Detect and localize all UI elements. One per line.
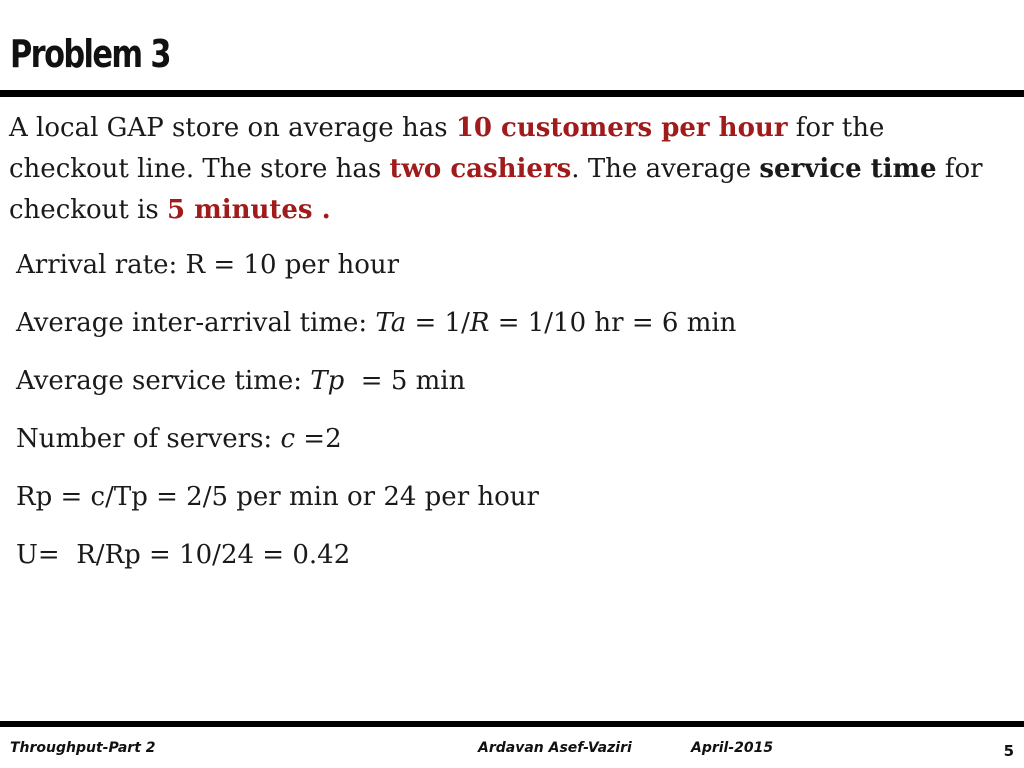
service-time-line: [16, 361, 736, 419]
calculation-list: [16, 245, 736, 593]
footer-course: Throughput-Part 2: [10, 740, 156, 756]
page-number: 5: [1003, 742, 1014, 760]
highlight-arrival: 10 customers per hour: [455, 113, 788, 143]
bold-service-time: service time: [759, 154, 937, 184]
interarrival-eq-1: = 1/: [406, 308, 470, 338]
highlight-cashiers: two cashiers: [389, 154, 572, 184]
service-eq: = 5 min: [344, 366, 466, 396]
rp-line: Rp = c/Tp = 2/5 per min or 24 per hour: [16, 482, 539, 512]
slide-title: Problem 3: [10, 32, 170, 76]
servers-line: [16, 419, 736, 477]
statement-text-1: A local GAP store on average has: [9, 113, 456, 143]
r-variable: R: [469, 308, 490, 338]
tp-variable: Tp: [310, 366, 345, 396]
statement-text-3: . The average: [571, 154, 760, 184]
c-variable: c: [280, 424, 296, 454]
footer-author: Ardavan Asef-Vaziri: [478, 740, 632, 756]
ta-variable: Ta: [375, 308, 407, 338]
arrival-rate-line: Arrival rate: R = 10 per hour: [16, 250, 400, 280]
statement-text-2: for the checkout line. The store has: [9, 113, 885, 184]
interarrival-label: Average inter-arrival time:: [16, 308, 376, 338]
problem-statement: [9, 108, 1009, 231]
footer-divider: [0, 721, 1024, 727]
servers-label: Number of servers:: [16, 424, 281, 454]
utilization-line: U= R/Rp = 10/24 = 0.42: [16, 540, 351, 570]
title-divider: [0, 90, 1024, 97]
service-label: Average service time:: [16, 366, 311, 396]
interarrival-eq-2: = 1/10 hr = 6 min: [489, 308, 737, 338]
statement-text-4: for checkout is: [9, 154, 983, 225]
footer-date: April-2015: [691, 740, 774, 756]
interarrival-time-line: [16, 303, 736, 361]
highlight-minutes: 5 minutes .: [167, 195, 331, 225]
servers-eq: =2: [295, 424, 342, 454]
